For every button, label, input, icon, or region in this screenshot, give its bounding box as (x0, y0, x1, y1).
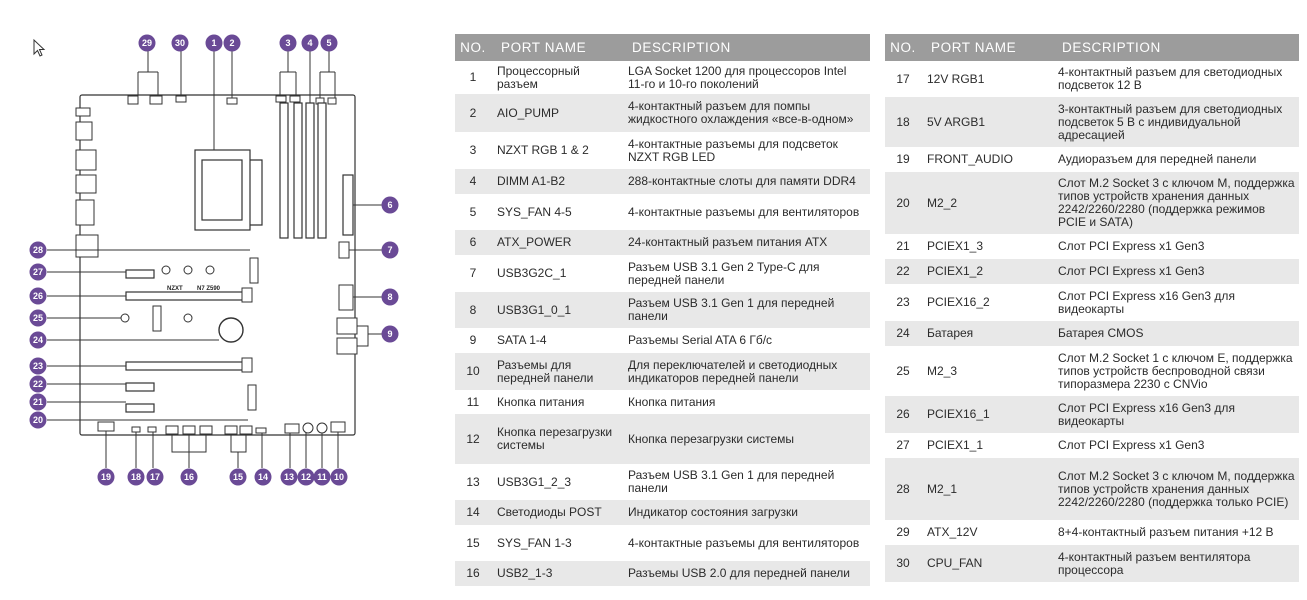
header-no: NO. (885, 34, 921, 61)
svg-text:3: 3 (285, 38, 291, 48)
svg-text:19: 19 (100, 472, 112, 482)
port-description: 4-контактные разъемы для вентиляторов (628, 535, 860, 550)
port-description: Слот PCI Express x1 Gen3 (1058, 438, 1205, 452)
header-description: DESCRIPTION (622, 34, 870, 61)
port-description: Слот PCI Express x1 Gen3 (1052, 259, 1299, 284)
port-name: SYS_FAN 4-5 (497, 204, 572, 219)
board-model: N7 Z590 (197, 286, 221, 292)
svg-text:28: 28 (32, 245, 44, 255)
svg-text:1: 1 (211, 38, 217, 48)
table-row (455, 169, 870, 194)
port-number: 16 (455, 561, 491, 586)
port-name: Кнопка перезагрузки системы (491, 414, 622, 464)
header-port-name: PORT NAME (921, 34, 1052, 61)
svg-text:17: 17 (149, 472, 161, 482)
table-row (455, 464, 870, 500)
port-name: M2_2 (921, 172, 1052, 234)
port-description: Разъем USB 3.1 Gen 2 Type-C для передней панели (628, 259, 820, 287)
table-row (885, 172, 1299, 234)
table-row (885, 346, 1299, 396)
port-name: Кнопка питания (497, 394, 585, 409)
port-number: 5 (469, 204, 477, 219)
header-description: DESCRIPTION (1052, 34, 1299, 61)
table-row (885, 321, 1299, 346)
table-row (885, 396, 1299, 433)
usb3-header-top (339, 285, 353, 310)
port-number: 1 (469, 70, 477, 84)
port-description: Разъем USB 3.1 Gen 1 для передней панели (628, 468, 835, 495)
svg-text:14: 14 (257, 472, 269, 482)
bottom-headers (98, 422, 345, 434)
svg-text:25: 25 (32, 313, 44, 323)
port-number: 6 (455, 230, 491, 255)
port-description: 4-контактные разъемы для вентиляторов (628, 204, 860, 219)
port-description: 4-контактный разъем для помпы жидкостного охлаждения «все-в-одном» (622, 94, 870, 132)
svg-text:7: 7 (387, 245, 393, 255)
atx-power-connector (343, 175, 353, 235)
port-number: 2 (455, 94, 491, 132)
port-description: Батарея CMOS (1052, 321, 1299, 346)
port-name: PCIEX1_3 (927, 239, 984, 253)
table-row (885, 458, 1299, 520)
port-description: 24-контактный разъем питания ATX (622, 230, 870, 255)
table-row (455, 292, 870, 328)
table-row (885, 61, 1299, 97)
svg-text:13: 13 (283, 472, 295, 482)
table-header (455, 34, 870, 61)
table-row (885, 234, 1299, 259)
port-description: 4-контактные разъемы для подсветок NZXT RGB LED (628, 136, 838, 164)
port-name: PCIEX1_2 (921, 259, 1052, 284)
rear-io-ports (76, 108, 98, 257)
port-number: 24 (885, 321, 921, 346)
port-name: USB2_1-3 (491, 561, 622, 586)
port-name: 5V ARGB1 (921, 97, 1052, 147)
port-name: USB3G2C_1 (497, 266, 567, 280)
table-row (885, 259, 1299, 284)
port-number: 19 (896, 152, 910, 166)
table-row (455, 230, 870, 255)
port-name: USB3G1_0_1 (491, 292, 622, 328)
table-row (455, 194, 870, 230)
table-row (455, 414, 870, 464)
port-description: 3-контактный разъем для светодиодных подсветок 5 В с индивидуальной адресацией (1052, 97, 1299, 147)
svg-text:4: 4 (307, 38, 313, 48)
port-name: CPU_FAN (921, 545, 1052, 582)
table-row (455, 61, 870, 94)
port-number: 22 (885, 259, 921, 284)
port-description: Слот M.2 Socket 3 с ключом M, поддержка типов устройств хранения данных 2242/2260/2280 (поддержка режимов PCIE и SATA) (1052, 172, 1299, 234)
port-number: 23 (896, 295, 910, 309)
port-number: 3 (469, 143, 477, 157)
port-name: Светодиоды POST (491, 500, 622, 525)
svg-text:27: 27 (32, 267, 44, 277)
port-name: USB3G1_2_3 (497, 474, 572, 489)
port-name: AIO_PUMP (491, 94, 622, 132)
svg-text:12: 12 (300, 472, 312, 482)
svg-text:18: 18 (130, 472, 142, 482)
svg-text:30: 30 (174, 38, 186, 48)
cmos-battery (219, 318, 243, 342)
dimm-slots (280, 103, 326, 238)
port-description: Слот PCI Express x1 Gen3 (1058, 239, 1205, 253)
port-number: 20 (885, 172, 921, 234)
port-number: 28 (885, 458, 921, 520)
table-row (455, 255, 870, 292)
port-description: Разъемы USB 2.0 для передней панели (622, 561, 870, 586)
port-number: 14 (455, 500, 491, 525)
table-row (455, 353, 870, 390)
port-number: 10 (455, 353, 491, 390)
table-row (885, 147, 1299, 172)
mouse-pointer-icon (34, 40, 44, 56)
svg-text:23: 23 (32, 361, 44, 371)
board-brand: NZXT (167, 286, 183, 292)
svg-text:9: 9 (387, 329, 393, 339)
port-number: 7 (469, 266, 477, 280)
port-name: FRONT_AUDIO (927, 152, 1014, 166)
svg-text:2: 2 (229, 38, 235, 48)
port-name: SYS_FAN 1-3 (497, 535, 572, 550)
port-table-left (455, 34, 870, 586)
header-port-name: PORT NAME (491, 34, 622, 61)
svg-text:11: 11 (317, 472, 327, 482)
cpu-socket (195, 150, 262, 230)
svg-text:15: 15 (232, 472, 244, 482)
motherboard-diagram (0, 0, 440, 600)
port-name: Процессорный разъем (497, 63, 580, 91)
port-number: 30 (885, 545, 921, 582)
port-name: Батарея (921, 321, 1052, 346)
port-number: 11 (466, 394, 480, 409)
table-row (455, 500, 870, 525)
port-name: PCIEX16_1 (921, 396, 1052, 433)
port-description: Разъемы Serial ATA 6 Гб/с (628, 333, 773, 347)
svg-text:26: 26 (32, 291, 44, 301)
table-row (455, 132, 870, 169)
svg-text:20: 20 (32, 415, 44, 425)
port-description: 288-контактные слоты для памяти DDR4 (622, 169, 870, 194)
port-number: 27 (896, 438, 910, 452)
port-number: 18 (885, 97, 921, 147)
port-description: Индикатор состояния загрузки (622, 500, 870, 525)
port-description: LGA Socket 1200 для процессоров Intel 11-го и 10-го поколений (628, 63, 847, 91)
svg-text:22: 22 (32, 379, 44, 389)
table-row (885, 97, 1299, 147)
port-description: Для переключателей и светодиодных индикаторов передней панели (622, 353, 870, 390)
table-row (455, 94, 870, 132)
port-description: Слот M.2 Socket 3 с ключом M, поддержка типов устройств хранения данных 2242/2260/2280 (поддержка только PCIE) (1052, 458, 1299, 520)
port-number: 17 (896, 71, 910, 86)
table-row (455, 525, 870, 561)
port-description: Разъем USB 3.1 Gen 1 для передней панели (622, 292, 870, 328)
port-description: Слот M.2 Socket 1 с ключом E, поддержка типов устройств беспроводной связи типоразмера 2230 с CNVio (1058, 350, 1293, 391)
port-description: Аудиоразъем для передней панели (1058, 152, 1257, 166)
port-name: ATX_12V (927, 525, 978, 539)
table-row (885, 545, 1299, 582)
port-description: Кнопка перезагрузки системы (622, 414, 870, 464)
port-number: 21 (896, 239, 910, 253)
port-number: 12 (455, 414, 491, 464)
table-row (455, 390, 870, 414)
port-name: PCIEX1_1 (927, 438, 984, 452)
table-row (885, 284, 1299, 321)
table-row (455, 561, 870, 586)
port-table-right (885, 34, 1299, 582)
port-number: 8 (455, 292, 491, 328)
table-row (455, 328, 870, 353)
port-number: 26 (885, 396, 921, 433)
port-name: 12V RGB1 (927, 71, 985, 86)
port-description: Слот PCI Express x16 Gen3 для видеокарты (1058, 288, 1235, 316)
svg-text:10: 10 (333, 472, 345, 482)
svg-text:8: 8 (387, 292, 393, 302)
port-description: 4-контактный разъем вентилятора процессора (1052, 545, 1299, 582)
port-number: 13 (466, 474, 480, 489)
port-number: 15 (466, 535, 480, 550)
header-no: NO. (455, 34, 491, 61)
svg-text:6: 6 (387, 200, 393, 210)
port-name: M2_1 (921, 458, 1052, 520)
callout-lines (47, 50, 382, 468)
port-name: M2_3 (927, 363, 958, 378)
port-description: Слот PCI Express x16 Gen3 для видеокарты (1052, 396, 1299, 433)
port-number: 25 (896, 363, 910, 378)
port-number: 9 (469, 333, 477, 347)
svg-text:29: 29 (141, 38, 153, 48)
svg-text:5: 5 (326, 38, 332, 48)
port-name: SATA 1-4 (497, 333, 547, 347)
sata-ports (337, 318, 357, 354)
port-name: NZXT RGB 1 & 2 (497, 143, 589, 157)
port-name: PCIEX16_2 (927, 295, 990, 309)
svg-text:21: 21 (32, 397, 44, 407)
port-number: 29 (896, 525, 910, 539)
port-description: 4-контактный разъем для светодиодных подсветок 12 В (1058, 65, 1283, 92)
usb-type-c-header (339, 242, 349, 258)
port-number: 4 (455, 169, 491, 194)
port-name: Разъемы для передней панели (491, 353, 622, 390)
svg-text:16: 16 (183, 472, 195, 482)
port-name: ATX_POWER (491, 230, 622, 255)
table-row (885, 433, 1299, 458)
table-header (885, 34, 1299, 61)
table-row (885, 520, 1299, 545)
svg-text:24: 24 (32, 335, 44, 345)
port-name: DIMM A1-B2 (491, 169, 622, 194)
port-description: Кнопка питания (628, 394, 716, 409)
port-description: 8+4-контактный разъем питания +12 В (1058, 525, 1274, 539)
